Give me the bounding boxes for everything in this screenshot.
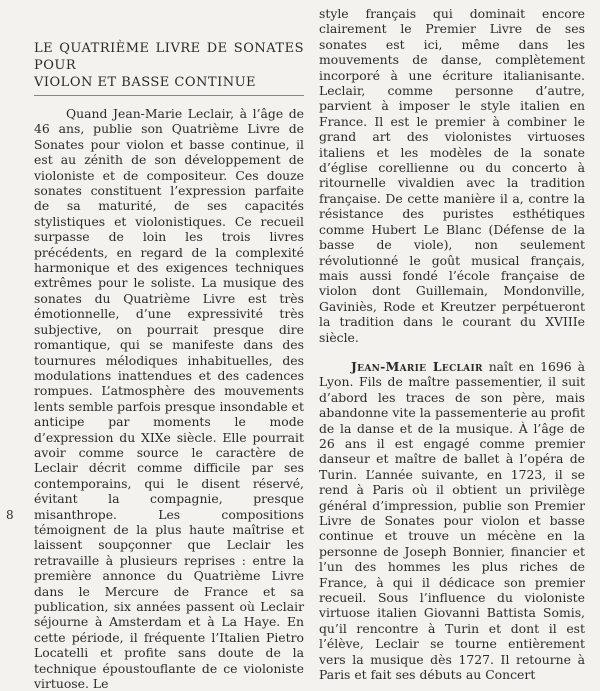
right-paragraph-1: style français qui dominait encore clairement le Premier Livre de ses sonates est ici, même dans les mouvements de danse, complètement incorporé à une écriture italianisante. Leclair, comme personne d’autre, parvient à imposer le style italien en France. Il est le premier à combiner le grand art des violonistes virtuoses italiens et les modèles de la sonate d’église corellienne ou du concerto à ritournelle vivaldien avec la tradition française. De cette manière il a, contre la résistance des puristes esthétiques comme Hubert Le Blanc (Défense de la basse de viole), non seulement révolutionné le goût musical français, mais aussi fondé l’école française de violon dont Guillemain, Mondonville, Gaviniès, Rode et Kreutzer perpétueront la tradition dans le courant du XVIIIe siècle. [319,6,585,345]
left-column [34,40,304,691]
page-number: 8 [6,508,14,522]
composer-name: Jean-Marie Leclair [351,358,483,374]
heading-line-1: LE QUATRIÈME LIVRE DE SONATES POUR [34,41,304,73]
right-paragraph-2 [319,359,585,683]
section-heading [34,40,304,96]
right-column [319,6,585,682]
paragraph-gap [319,345,585,359]
right-paragraph-2-text: naît en 1696 à Lyon. Fils de maître passementier, il suit d’abord les traces de son père, mais abandonne vite la passementerie au profit de la danse et de la musique. À l’âge de 26 ans il est engagé comme premier danseur et maître de ballet à l’opéra de Turin. L’année suivante, en 1723, il se rend à Paris où il obtient un privilège général d’impression, publie son Premier Livre de Sonates pour violon et basse continue et trouve un mécène en la personne de Joseph Bonnier, financier et l’un des hommes les plus riches de France, à qui il dédicace son premier recueil. Sous l’influence du violoniste virtuose italien Giovanni Battista Somis, qu’il rencontre à Turin et dont il est l’élève, Leclair se tourne entièrement vers la musique dès 1727. Il retourne à Paris et fait ses débuts au Concert [319,358,585,683]
left-paragraph: Quand Jean-Marie Leclair, à l’âge de 46 ans, publie son Quatrième Livre de Sonates pour violon et basse continue, il est au zénith de son développement de violoniste et de compositeur. Ces douze sonates constituent l’expression parfaite de sa maturité, de ses capacités stylistiques et violonistiques. Ce recueil surpasse de loin les trois livres précédents, en regard de la complexité harmonique et des exigences techniques extrêmes pour le soliste. La musique des sonates du Quatrième Livre est très émotionnelle, d’une expressivité très subjective, on pourrait presque dire romantique, qui se manifeste dans des tournures mélodiques inhabituelles, des modulations inattendues et des cadences rompues. L’atmosphère des mouvements lents semble parfois presque insondable et anticipe par moments le mode d’expression du XIXe siècle. Elle pourrait avoir comme source le caractère de Leclair décrit comme difficile par ses contemporains, qui le disent réservé, évitant la compagnie, presque misanthrope. Les compositions témoignent de la plus haute maîtrise et laissent soupçonner que Leclair les retravaille à plusieurs reprises : entre la première annonce du Quatrième Livre dans le Mercure de France et sa publication, six années passent où Leclair séjourne à Amsterdam et à La Haye. En cette période, il fréquente l’Italien Pietro Locatelli et profite sans doute de la technique époustouflante de ce violoniste virtuose. Le [34,106,304,691]
heading-line-2: VIOLON ET BASSE CONTINUE [34,75,257,90]
